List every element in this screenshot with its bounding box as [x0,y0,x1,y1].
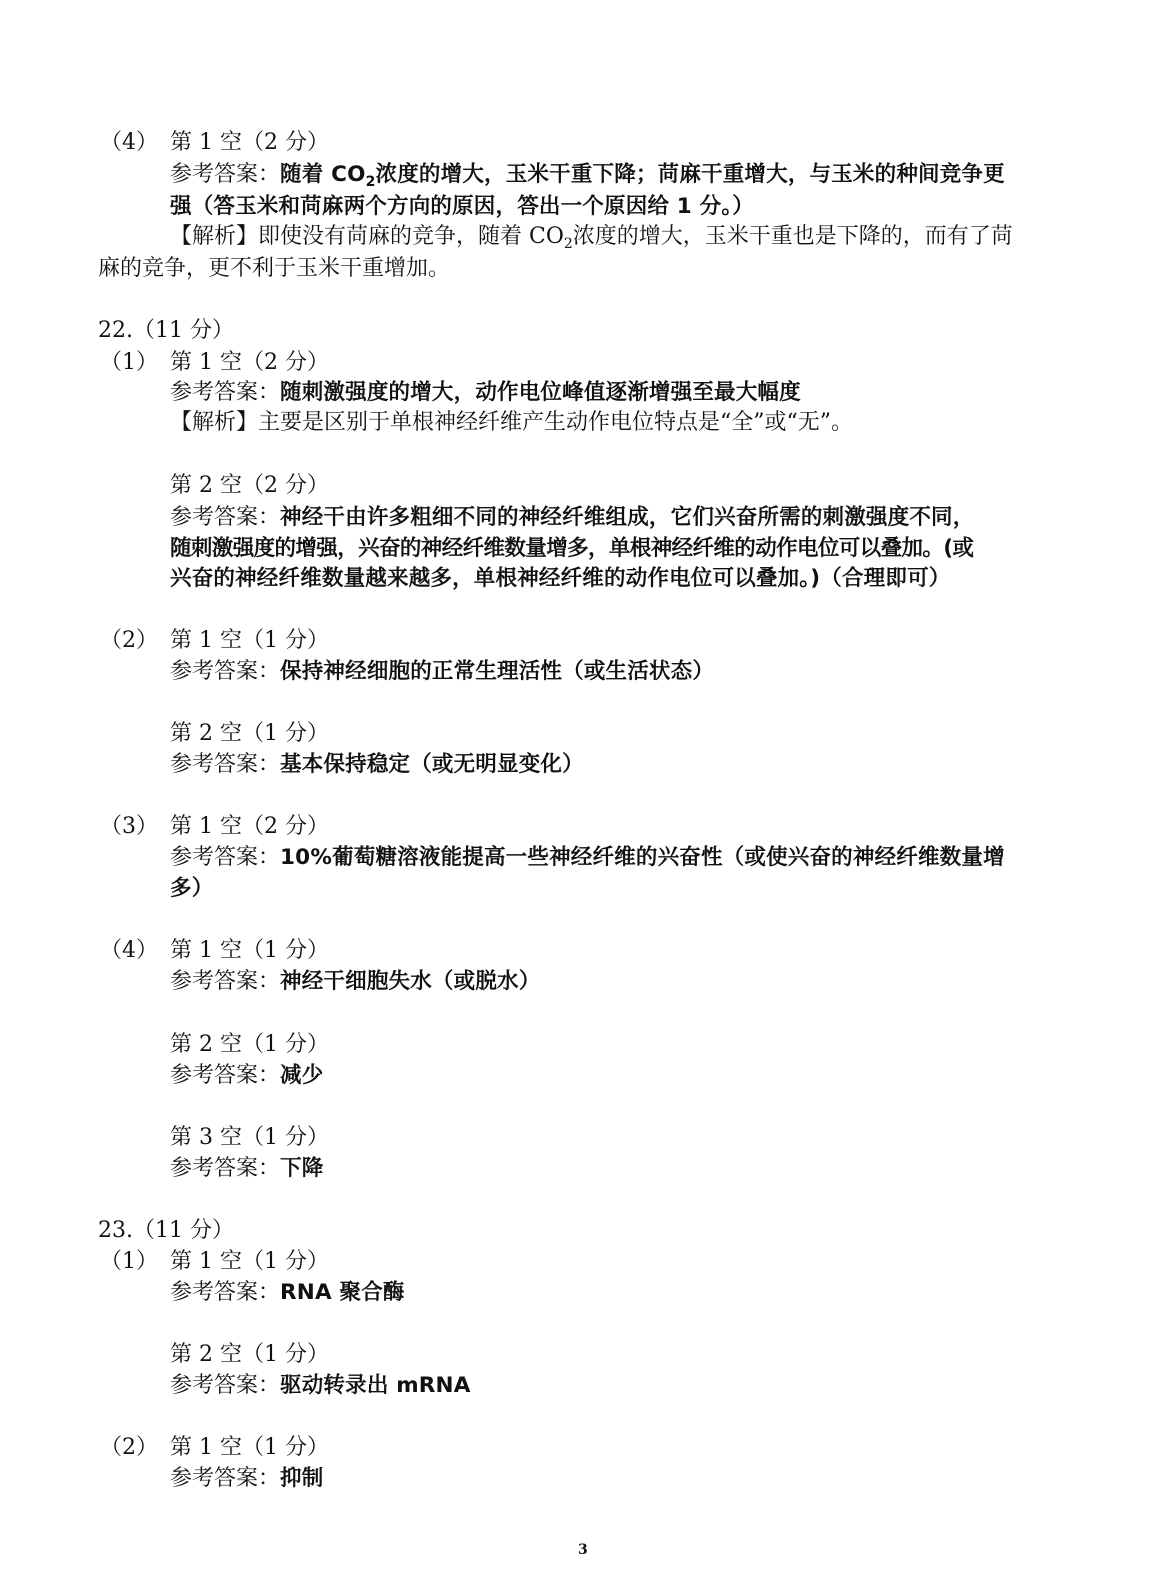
q22-part4-answer1: 参考答案：神经干细胞失水（或脱水） [170,969,541,994]
q23-part1-number: （1） [100,1249,158,1274]
q21-part4-explanation-line2: 麻的竞争，更不利于玉米干重增加。 [98,256,451,281]
q23-title: 23.（11 分） [98,1218,234,1243]
q22-part4-blank2: 第 2 空（1 分） [170,1032,329,1057]
q23-part1-blank1: 第 1 空（1 分） [170,1249,329,1274]
q22-part2-blank2: 第 2 空（1 分） [170,721,329,746]
q23-part2-number: （2） [100,1435,158,1460]
q23-part2-blank1: 第 1 空（1 分） [170,1435,329,1460]
q22-part1-answer2-line3: 兴奋的神经纤维数量越来越多，单根神经纤维的动作电位可以叠加。)（合理即可） [170,566,951,591]
q22-part2-blank1: 第 1 空（1 分） [170,628,329,653]
q21-part4-answer-line2: 强（答玉米和苘麻两个方向的原因，答出一个原因给 1 分。） [170,194,754,219]
q23-part1-blank2: 第 2 空（1 分） [170,1342,329,1367]
q22-part4-blank3: 第 3 空（1 分） [170,1125,329,1150]
q22-part3-blank1: 第 1 空（2 分） [170,814,329,839]
q22-part1-blank1: 第 1 空（2 分） [170,350,329,375]
q21-part4-explanation-line1: 【解析】即使没有苘麻的竞争，随着 $CO_2$浓度的增大，玉米干重也是下降的，而有了苘 [170,224,1013,252]
q22-part1-answer2-line1: 参考答案：神经干由许多粗细不同的神经纤维组成，它们兴奋所需的刺激强度不同， [170,505,975,530]
q22-part2-number: （2） [100,628,158,653]
q22-part3-answer1-line1: 参考答案：10%葡萄糖溶液能提高一些神经纤维的兴奋性（或使兴奋的神经纤维数量增 [170,845,1005,870]
q22-part2-answer1: 参考答案：保持神经细胞的正常生理活性（或生活状态） [170,659,715,684]
q23-part1-answer2: 参考答案：驱动转录出 mRNA [170,1373,471,1398]
q22-part1-answer1: 参考答案：随刺激强度的增大，动作电位峰值逐渐增强至最大幅度 [170,380,801,405]
q23-part2-answer1: 参考答案：抑制 [170,1466,324,1491]
q22-part4-number: （4） [100,938,158,963]
q22-part3-answer1-line2: 多） [170,876,214,901]
q22-part3-number: （3） [100,814,158,839]
q22-part2-answer2: 参考答案：基本保持稳定（或无明显变化） [170,752,584,777]
q21-part4-answer-line1 [170,160,1005,192]
q22-part1-blank2: 第 2 空（2 分） [170,473,329,498]
q22-part1-answer2-line2: 随刺激强度的增强，兴奋的神经纤维数量增多，单根神经纤维的动作电位可以叠加。(或 [170,536,974,561]
answer-text: 随着 $CO_2$浓度的增大，玉米干重下降；苘麻干重增大，与玉米的种间竞争更 [280,162,1005,190]
q22-part4-blank1: 第 1 空（1 分） [170,938,329,963]
q22-part1-number: （1） [100,350,158,375]
page-number: 3 [578,1542,588,1558]
q22-part1-explanation: 【解析】主要是区别于单根神经纤维产生动作电位特点是“全”或“无”。 [170,410,853,435]
ref-label: 参考答案： [170,162,281,187]
q22-part4-answer3: 参考答案：下降 [170,1156,324,1181]
q21-part4-blank1: 第 1 空（2 分） [170,130,329,155]
q21-part4-number: （4） [100,130,158,155]
q23-part1-answer1: 参考答案：RNA 聚合酶 [170,1280,405,1305]
q22-part4-answer2: 参考答案：减少 [170,1063,324,1088]
q22-title: 22.（11 分） [98,318,234,343]
